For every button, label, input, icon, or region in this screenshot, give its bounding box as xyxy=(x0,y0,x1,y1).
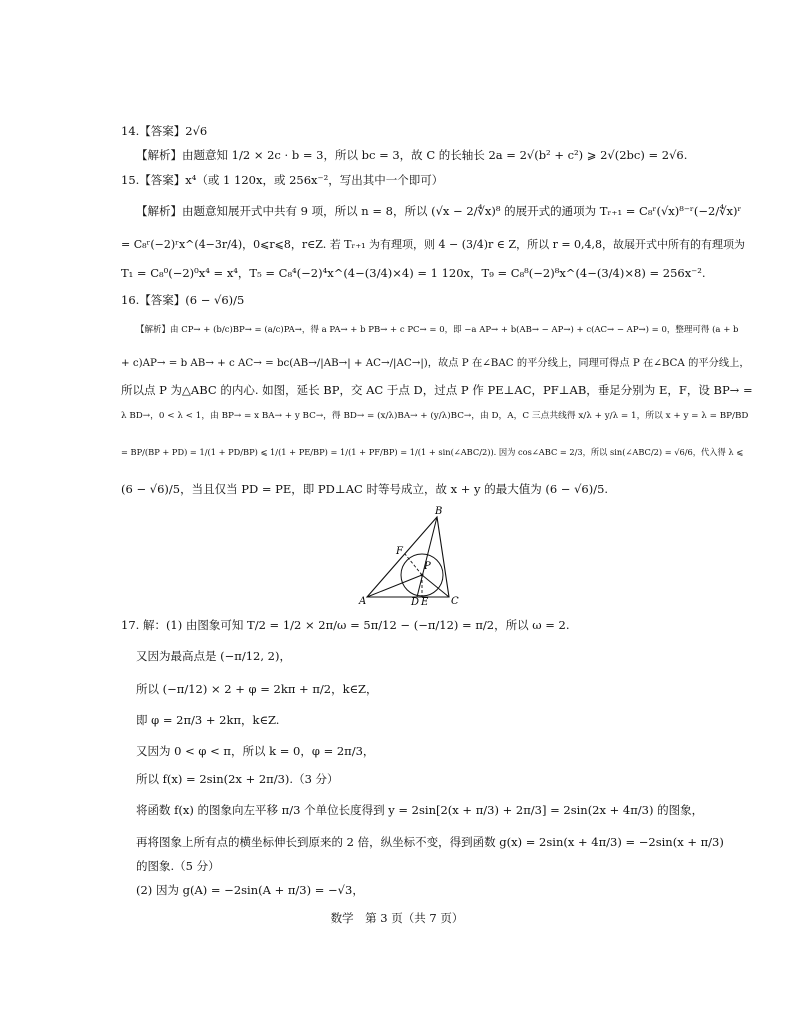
solution-17-line-5: 又因为 0 < φ < π，所以 k = 0，φ = 2π/3， xyxy=(136,744,375,758)
point-p xyxy=(421,574,424,577)
answer-15: 15.【答案】x⁴（或 1 120x，或 256x⁻²，写出其中一个即可） xyxy=(121,173,444,187)
label-c: C xyxy=(451,596,459,605)
analysis-16-line-3: 所以点 P 为△ABC 的内心. 如图，延长 BP，交 AC 于点 D，过点 P 作 PE⊥AC，PF⊥AB，垂足分别为 E，F，设 BP→ = xyxy=(121,383,753,397)
answer-16: 16.【答案】(6 − √6)/5 xyxy=(121,293,245,307)
solution-17-line-9: 的图象.（5 分） xyxy=(136,859,220,873)
solution-17-line-6: 所以 f(x) = 2sin(2x + 2π/3).（3 分） xyxy=(136,772,339,786)
analysis-15-line-3: T₁ = C₈⁰(−2)⁰x⁴ = x⁴，T₅ = C₈⁴(−2)⁴x^(4−(3/4)×4) = 1 120x，T₉ = C₈⁸(−2)⁸x^(4−(3/4)×8) = 256x⁻². xyxy=(121,266,706,280)
analysis-15-line-1: 【解析】由题意知展开式中共有 9 项，所以 n = 8，所以 (√x − 2/∜x)⁸ 的展开式的通项为 Tᵣ₊₁ = C₈ʳ(√x)⁸⁻ʳ(−2/∜x)ʳ xyxy=(136,204,742,218)
label-e: E xyxy=(421,597,429,605)
label-a: A xyxy=(359,596,367,605)
analysis-15-line-2: = C₈ʳ(−2)ʳx^(4−3r/4)，0⩽r⩽8，r∈Z. 若 Tᵣ₊₁ 为有理项，则 4 − (3/4)r ∈ Z，所以 r = 0,4,8，故展开式中所有的有理项为 xyxy=(121,238,746,251)
analysis-14: 【解析】由题意知 1/2 × 2c · b = 3，所以 bc = 3，故 C 的长轴长 2a = 2√(b² + c²) ⩾ 2√(2bc) = 2√6. xyxy=(136,148,688,162)
analysis-16-line-2: + c)AP→ = b AB→ + c AC→ = bc(AB→/|AB→| + AC→/|AC→|)，故点 P 在∠BAC 的平分线上，同理可得点 P 在∠BCA 的平分线上， xyxy=(121,357,750,369)
solution-17-line-4: 即 φ = 2π/3 + 2kπ，k∈Z. xyxy=(136,713,280,727)
line-pc xyxy=(422,575,449,597)
label-b: B xyxy=(435,506,443,517)
page-footer: 数学 第 3 页（共 7 页） xyxy=(330,911,464,925)
analysis-16-line-6: (6 − √6)/5，当且仅当 PD = PE，即 PD⊥AC 时等号成立，故 x + y 的最大值为 (6 − √6)/5. xyxy=(121,482,609,496)
label-d: D xyxy=(411,597,420,605)
label-f: F xyxy=(396,546,403,557)
analysis-16-line-1: 【解析】由 CP→ + (b/c)BP→ = (a/c)PA→，得 a PA→ + b PB→ + c PC→ = 0，即 −a AP→ + b(AB→ − AP→) + c(AC→ − AP→) = 0，整理可得 (a + b xyxy=(136,325,739,335)
solution-17-line-3: 所以 (−π/12) × 2 + φ = 2kπ + π/2，k∈Z， xyxy=(136,682,378,696)
line-ap xyxy=(367,575,422,597)
solution-17-line-8: 再将图象上所有点的横坐标伸长到原来的 2 倍，纵坐标不变，得到函数 g(x) = 2sin(x + 4π/3) = −2sin(x + π/3) xyxy=(136,835,724,849)
triangle-figure xyxy=(355,505,465,605)
analysis-16-line-4: λ BD→，0 < λ < 1，由 BP→ = x BA→ + y BC→，得 BD→ = (x/λ)BA→ + (y/λ)BC→，由 D，A，C 三点共线得 x/λ + y/λ = 1，所以 x + y = λ = BP/BD xyxy=(121,411,749,421)
solution-17-line-1: 17. 解：(1) 由图象可知 T/2 = 1/2 × 2π/ω = 5π/12 − (−π/12) = π/2，所以 ω = 2. xyxy=(121,618,570,632)
solution-17-line-10: (2) 因为 g(A) = −2sin(A + π/3) = −√3， xyxy=(136,883,364,897)
line-pf xyxy=(405,554,422,575)
solution-17-line-7: 将函数 f(x) 的图象向左平移 π/3 个单位长度得到 y = 2sin[2(x + π/3) + 2π/3] = 2sin(2x + 4π/3) 的图象， xyxy=(136,803,704,817)
analysis-16-line-5: = BP/(BP + PD) = 1/(1 + PD/BP) ⩽ 1/(1 + PE/BP) = 1/(1 + PF/BP) = 1/(1 + sin(∠ABC/2)). 因为 cos∠ABC = 2/3，所以 sin(∠ABC/2) = √6/6，代入得 λ ⩽ xyxy=(121,447,744,457)
label-p: P xyxy=(424,561,431,572)
answer-14: 14.【答案】2√6 xyxy=(121,124,208,138)
solution-17-line-2: 又因为最高点是 (−π/12, 2)， xyxy=(136,649,291,663)
